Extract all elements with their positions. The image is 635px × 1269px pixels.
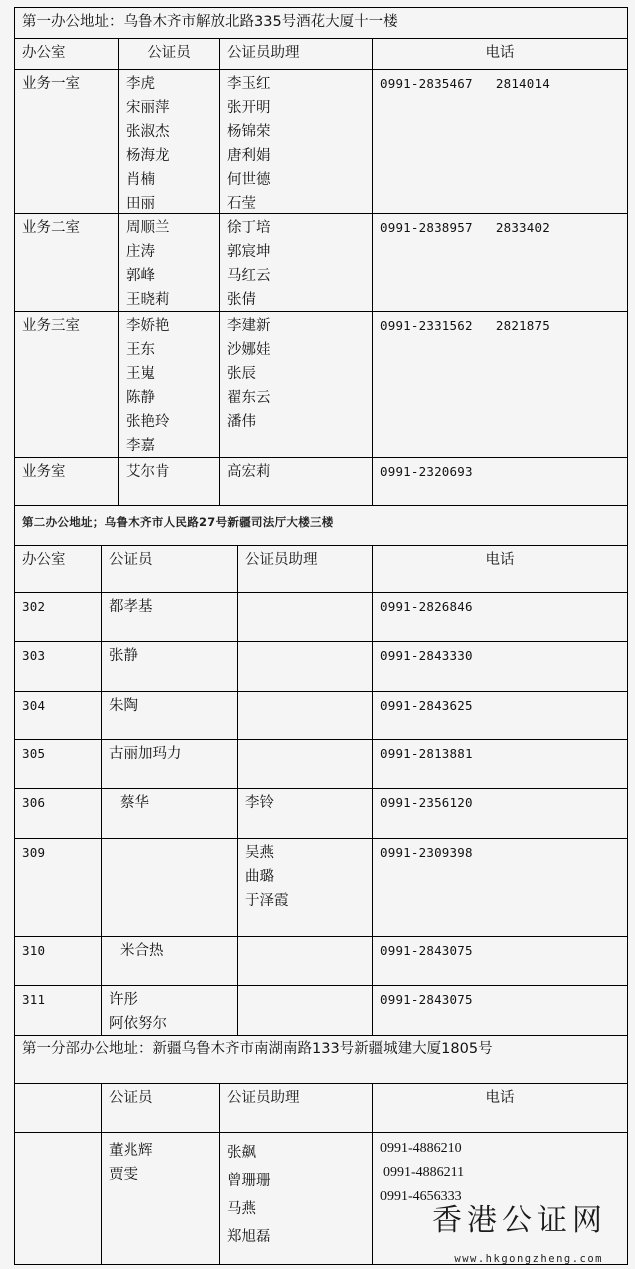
notary-name: 肖楠: [126, 172, 155, 188]
header-assistant: 公证员助理: [220, 39, 373, 69]
assistant-name: 何世德: [227, 172, 271, 188]
notary-name: 周顺兰: [126, 220, 170, 236]
assistant-name: 吴燕: [245, 845, 274, 861]
notary-list: [119, 312, 220, 457]
notary-list: [102, 986, 238, 1035]
notary-name: 李虎: [126, 76, 155, 92]
notary-list: [119, 70, 220, 213]
phone-number: 0991-2843625: [380, 698, 473, 713]
phone-number: 0991-4886211: [383, 1165, 465, 1180]
table-row: [15, 70, 627, 214]
office-name: 业务二室: [15, 214, 119, 311]
section-3-address-row: [15, 1036, 627, 1084]
notary-name: 张静: [102, 642, 238, 691]
phone-number: 0991-2843075: [380, 992, 473, 1007]
notary-name: 王晓莉: [126, 292, 170, 308]
notary-name: 王嵬: [126, 366, 155, 382]
notary-name: 董兆辉: [109, 1143, 153, 1159]
assistant-name: 李玉红: [227, 76, 271, 92]
notary-name: 陈静: [126, 390, 155, 406]
assistant-list: [238, 642, 373, 691]
assistant-name: 潘伟: [227, 414, 256, 430]
office-name: 业务一室: [15, 70, 119, 213]
phone-number: 0991-2843075: [380, 943, 473, 958]
assistant-name: 郭宸坤: [227, 244, 271, 260]
notary-directory-table: [14, 7, 628, 1265]
section-1-header-row: [15, 39, 627, 70]
assistant-name: 李铃: [238, 789, 373, 838]
header-notary: 公证员: [102, 546, 238, 592]
header-phone: 电话: [485, 552, 515, 568]
section-3-address: 第一分部办公地址：新疆乌鲁木齐市南湖南路133号新疆城建大厦1805号: [22, 1041, 493, 1057]
header-office: [15, 1084, 102, 1132]
section-2-header-row: [15, 546, 627, 593]
table-row: [15, 986, 627, 1036]
header-phone: 电话: [485, 45, 515, 61]
notary-name: 艾尔肯: [126, 464, 170, 480]
room-number: 304: [15, 692, 102, 739]
notary-name: 贾雯: [109, 1167, 138, 1183]
assistant-name: 曾珊珊: [227, 1173, 271, 1189]
table-row: [15, 740, 627, 789]
notary-name: 许彤: [109, 992, 138, 1008]
notary-name: 杨海龙: [126, 148, 170, 164]
notary-name: 庄涛: [126, 244, 155, 260]
notary-list: [102, 1133, 220, 1264]
office-name: [15, 1133, 102, 1264]
assistant-name: 李建新: [227, 318, 271, 334]
room-number: 310: [15, 937, 102, 985]
header-office: 办公室: [15, 39, 119, 69]
notary-name: 王东: [126, 342, 155, 358]
phone-number: 0991-2320693: [380, 464, 473, 479]
table-row: [15, 692, 627, 740]
assistant-list: [238, 593, 373, 641]
notary-name: 阿依努尔: [109, 1016, 167, 1032]
notary-name: 都孝基: [102, 593, 238, 641]
assistant-name: 张飙: [227, 1145, 256, 1161]
assistant-list: [220, 458, 373, 505]
assistant-list: [220, 70, 373, 213]
section-3-header-row: [15, 1084, 627, 1133]
phone-number: 0991-2309398: [380, 845, 473, 860]
header-notary: 公证员: [102, 1084, 220, 1132]
assistant-name: 徐丁培: [227, 220, 271, 236]
assistant-list: [220, 214, 373, 311]
header-assistant: 公证员助理: [220, 1084, 373, 1132]
assistant-name: 张辰: [227, 366, 256, 382]
notary-name: 张艳玲: [126, 414, 170, 430]
phone-number: 0991-2826846: [380, 599, 473, 614]
notary-name: 郭峰: [126, 268, 155, 284]
watermark-url: www.hkgongzheng.com: [454, 1253, 603, 1265]
section-2-address: 第二办公地址；乌鲁木齐市人民路27号新疆司法厅大楼三楼: [22, 515, 334, 529]
room-number: 302: [15, 593, 102, 641]
assistant-name: 石莹: [227, 196, 256, 212]
room-number: 306: [15, 789, 102, 838]
notary-name: 田丽: [126, 196, 155, 212]
table-row: [15, 642, 627, 692]
header-assistant: 公证员助理: [238, 546, 373, 592]
assistant-list: [238, 692, 373, 739]
assistant-name: 郑旭磊: [227, 1229, 271, 1245]
notary-list: [119, 458, 220, 505]
assistant-name: 翟东云: [227, 390, 271, 406]
table-row: [15, 214, 627, 312]
table-row: [15, 839, 627, 937]
assistant-name: 张倩: [227, 292, 256, 308]
notary-name: 李嘉: [126, 438, 155, 454]
assistant-name: 于泽霞: [245, 893, 289, 909]
notary-list: [102, 839, 238, 936]
table-row: [15, 937, 627, 986]
phone-number: 0991-4886210: [380, 1141, 462, 1156]
assistant-name: 唐利娟: [227, 148, 271, 164]
table-row: [15, 789, 627, 839]
assistant-name: 高宏莉: [227, 464, 271, 480]
assistant-name: 沙娜娃: [227, 342, 271, 358]
table-row: [15, 593, 627, 642]
assistant-name: 杨锦荣: [227, 124, 271, 140]
room-number: 305: [15, 740, 102, 788]
notary-name: 李娇艳: [126, 318, 170, 334]
notary-name: 米合热: [102, 937, 238, 985]
room-number: 303: [15, 642, 102, 691]
office-name: 业务三室: [15, 312, 119, 457]
header-phone: 电话: [485, 1090, 515, 1106]
phone-number: 0991-2813881: [380, 746, 473, 761]
notary-name: 朱陶: [102, 692, 238, 739]
room-number: 311: [15, 986, 102, 1035]
notary-name: 宋丽萍: [126, 100, 170, 116]
room-number: 309: [15, 839, 102, 936]
phone-number: 0991-2835467 2814014: [380, 76, 550, 91]
phone-number: 0991-2331562 2821875: [380, 318, 550, 333]
assistant-list: [238, 839, 373, 936]
assistant-name: 张开明: [227, 100, 271, 116]
phone-number: 0991-2843330: [380, 648, 473, 663]
phone-number: 0991-2356120: [380, 795, 473, 810]
notary-list: [119, 214, 220, 311]
watermark-title: 香港公证网: [432, 1203, 607, 1238]
assistant-name: 曲璐: [245, 869, 274, 885]
header-notary: 公证员: [119, 39, 220, 69]
assistant-list: [238, 986, 373, 1035]
assistant-list: [220, 1133, 373, 1264]
notary-name: 蔡华: [102, 789, 238, 838]
table-row: [15, 312, 627, 458]
section-2-address-row: [15, 506, 627, 546]
phone-number: 0991-2838957 2833402: [380, 220, 550, 235]
assistant-name: 马燕: [227, 1201, 256, 1217]
assistant-list: [238, 740, 373, 788]
notary-name: 张淑杰: [126, 124, 170, 140]
phone-number: 0991-4656333: [380, 1189, 462, 1204]
assistant-list: [220, 312, 373, 457]
office-name: 业务室: [15, 458, 119, 505]
section-1-address-row: [15, 8, 627, 39]
section-1-address: 第一办公地址：乌鲁木齐市解放北路335号酒花大厦十一楼: [22, 14, 398, 30]
assistant-list: [238, 937, 373, 985]
header-office: 办公室: [15, 546, 102, 592]
table-row: [15, 458, 627, 506]
notary-name: 古丽加玛力: [102, 740, 238, 788]
assistant-name: 马红云: [227, 268, 271, 284]
